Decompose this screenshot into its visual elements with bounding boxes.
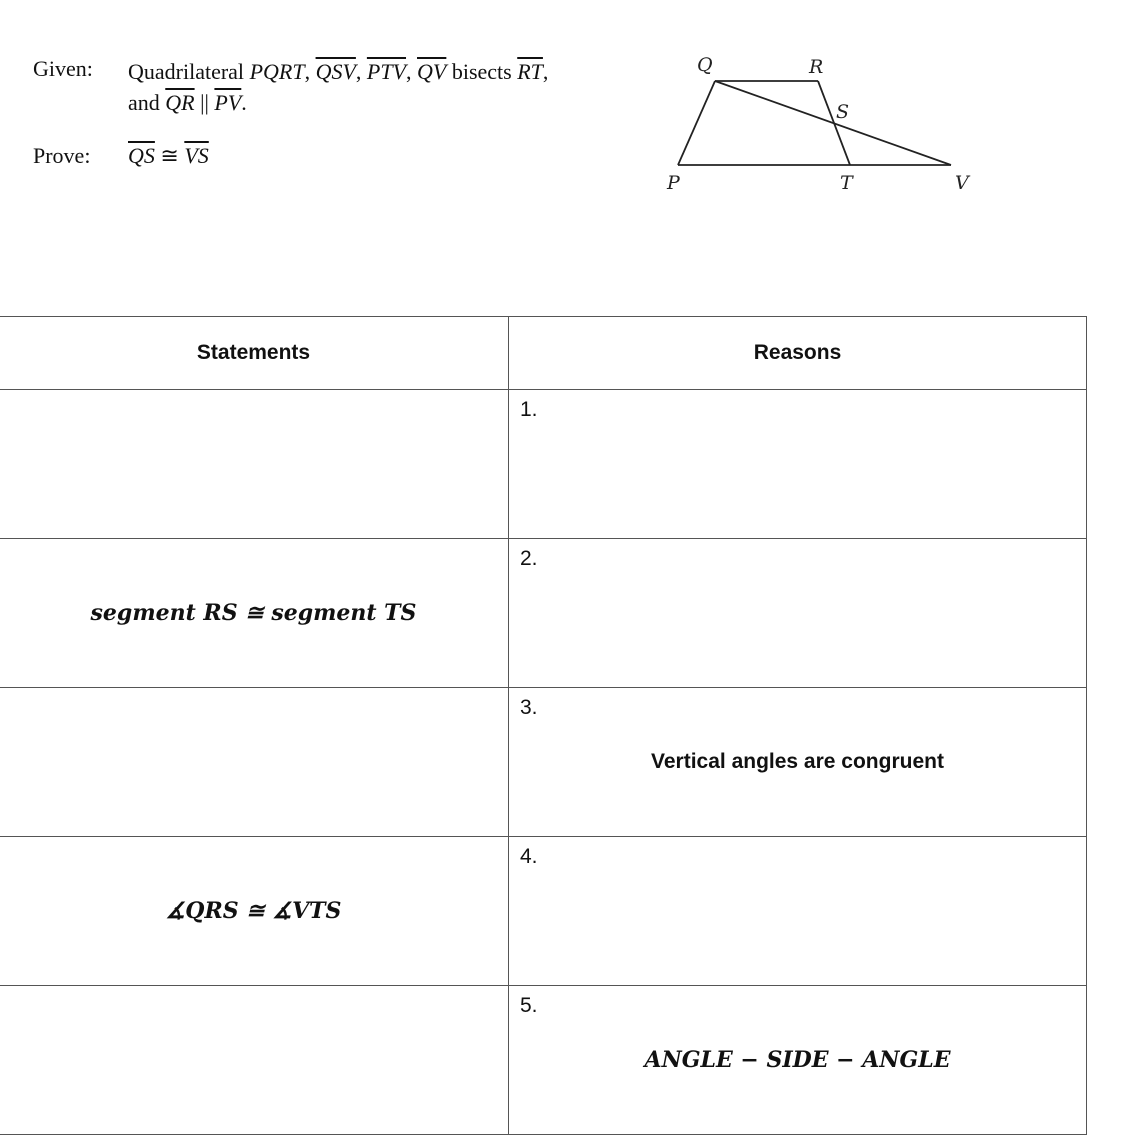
given-label: Given: xyxy=(33,56,93,81)
table-row xyxy=(0,688,1087,837)
parallel-symbol: || xyxy=(200,90,209,115)
congruent-symbol: ≅ xyxy=(160,143,179,168)
segment-pq-line xyxy=(678,81,715,165)
reason-cell-2[interactable] xyxy=(509,539,1087,688)
statement-cell-3[interactable] xyxy=(0,688,509,837)
statement-cell-1[interactable] xyxy=(0,390,509,539)
table-row xyxy=(0,539,1087,688)
point-label-v: V xyxy=(955,172,969,194)
point-label-t: T xyxy=(840,172,853,194)
row-number: 2. xyxy=(520,547,538,570)
proof-table xyxy=(0,316,1087,1135)
statement-text: segment RS ≅ segment TS xyxy=(90,600,417,626)
reason-text: ANGLE − SIDE − ANGLE xyxy=(644,1047,951,1073)
statement-cell-5[interactable] xyxy=(0,986,509,1135)
segment-ptv: $\overline{PTV}$ xyxy=(366,59,407,84)
given-statement: Quadrilateral PQRT, $\overline{QSV}$, $\overline{PTV}$, $\overline{QV}$ bisects $\overline{RT}$, and $\overline{QR}$ || $\overline{PV}$. xyxy=(128,59,549,115)
row-number: 5. xyxy=(520,994,538,1017)
reason-cell-3[interactable] xyxy=(509,688,1087,837)
table-header-row xyxy=(0,317,1087,390)
segment-rt: $\overline{RT}$ xyxy=(517,59,543,84)
point-label-r: R xyxy=(809,56,824,78)
segment-qr: $\overline{QR}$ xyxy=(165,90,195,115)
reasons-header: Reasons xyxy=(509,317,1087,390)
row-number: 4. xyxy=(520,845,538,868)
quadrilateral-diagram xyxy=(655,45,985,200)
table-row xyxy=(0,390,1087,539)
point-label-s: S xyxy=(836,101,850,123)
segment-qv: $\overline{QV}$ xyxy=(417,59,447,84)
row-number: 1. xyxy=(520,398,538,421)
point-label-p: P xyxy=(667,172,680,194)
reason-cell-5[interactable] xyxy=(509,986,1087,1135)
reason-cell-4[interactable] xyxy=(509,837,1087,986)
segment-pv: $\overline{PV}$ xyxy=(214,90,242,115)
segment-qs: $\overline{QS}$ xyxy=(128,143,155,168)
bisects-word: bisects xyxy=(451,59,512,84)
statement-cell-4[interactable] xyxy=(0,837,509,986)
segment-qv-line xyxy=(715,81,951,165)
prove-label: Prove: xyxy=(33,143,91,168)
segment-vs: $\overline{VS}$ xyxy=(184,143,209,168)
quadrilateral-word: Quadrilateral xyxy=(128,59,245,84)
point-label-q: Q xyxy=(697,54,713,76)
table-row xyxy=(0,986,1087,1135)
row-number: 3. xyxy=(520,696,538,719)
and-word: and xyxy=(128,90,160,115)
table-row xyxy=(0,837,1087,986)
statement-text: ∡QRS ≅ ∡VTS xyxy=(165,898,342,924)
prove-statement xyxy=(128,143,209,169)
statements-header: Statements xyxy=(0,317,509,390)
reason-text: Vertical angles are congruent xyxy=(651,750,944,773)
statement-cell-2[interactable] xyxy=(0,539,509,688)
reason-cell-1[interactable] xyxy=(509,390,1087,539)
quadrilateral-name: PQRT xyxy=(249,59,305,84)
segment-qsv: $\overline{QSV}$ xyxy=(315,59,356,84)
